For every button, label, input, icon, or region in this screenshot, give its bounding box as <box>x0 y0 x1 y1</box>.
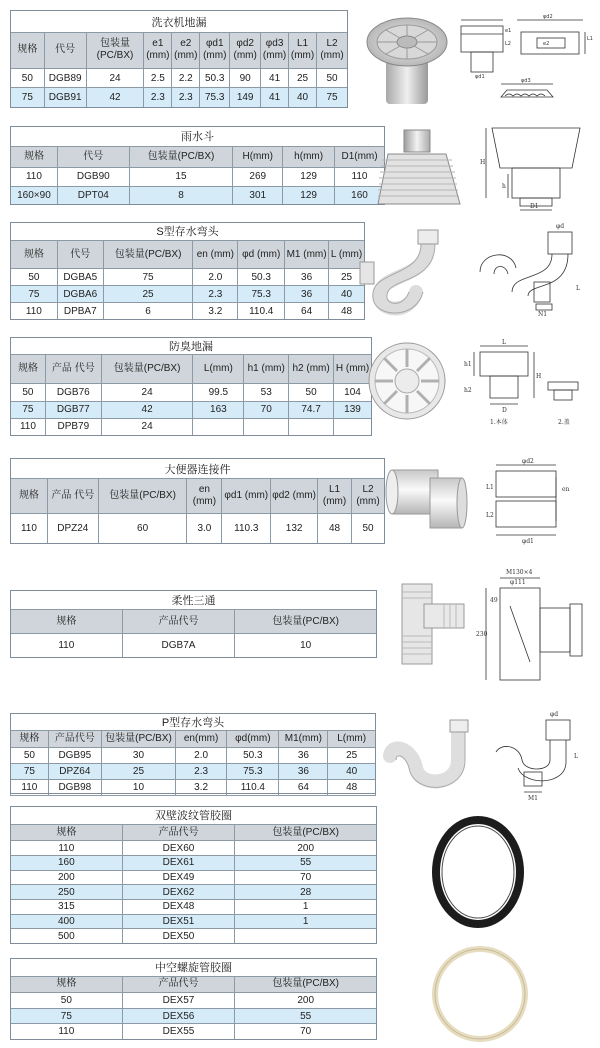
column-header: 包装量(PC/BX) <box>103 240 193 268</box>
table-cell: 110 <box>11 168 58 186</box>
table-cell: DEX49 <box>122 870 235 885</box>
table-cell: 250 <box>11 885 123 900</box>
column-header: M1(mm) <box>279 731 328 748</box>
table-cell: 2.5 <box>144 68 172 88</box>
table-cell: 48 <box>318 514 352 544</box>
table-cell: 25 <box>103 286 193 303</box>
table-cell: 301 <box>233 186 283 204</box>
svg-text:L: L <box>502 339 506 346</box>
column-header: L(mm) <box>193 355 244 384</box>
spec-table-rain-bucket <box>10 126 385 205</box>
column-header: e1 (mm) <box>144 33 172 68</box>
table-cell: 55 <box>235 1008 377 1024</box>
column-header: 包装量(PC/BX) <box>101 355 193 384</box>
table-cell: DEX51 <box>122 914 235 929</box>
table-cell: 50.3 <box>238 269 285 286</box>
table-cell: 129 <box>283 186 335 204</box>
table-cell: 1 <box>235 900 377 915</box>
column-header: H(mm) <box>233 146 283 168</box>
spec-table-flexible-tee <box>10 590 377 658</box>
table-cell: 28 <box>235 885 377 900</box>
spec-table-double-wall-gasket <box>10 806 377 944</box>
table-cell: 75.3 <box>200 88 230 108</box>
column-header: 包装量(PC/BX) <box>129 146 233 168</box>
s-trap-photo <box>356 222 460 318</box>
svg-text:M1: M1 <box>528 795 538 800</box>
column-header: L2 (mm) <box>317 33 348 68</box>
table-cell: 50 <box>352 514 385 544</box>
table-cell: DGB89 <box>44 68 86 88</box>
table-cell: 41 <box>261 68 289 88</box>
table-row <box>11 929 377 944</box>
table-row <box>11 856 377 871</box>
column-header: 规格 <box>11 146 58 168</box>
washer-drain-photo <box>360 12 454 108</box>
spec-table-toilet-connector <box>10 458 385 544</box>
table-cell <box>289 418 334 435</box>
table-cell: 42 <box>86 88 144 108</box>
column-header: H (mm) <box>334 355 372 384</box>
table-cell: 50 <box>11 269 58 286</box>
table-cell: DGB76 <box>45 384 101 401</box>
table-title: 洗衣机地漏 <box>11 11 348 33</box>
column-header: 规格 <box>11 355 46 384</box>
table-cell: 50 <box>317 68 348 88</box>
table-cell: 200 <box>11 870 123 885</box>
column-header: 包装量(PC/BX) <box>98 479 187 514</box>
table-row <box>11 634 377 658</box>
rain-bucket-drawing <box>480 124 586 214</box>
table-cell: DPZ24 <box>47 514 98 544</box>
svg-text:L: L <box>574 753 578 760</box>
table-cell: 75 <box>11 401 46 418</box>
table-cell: 36 <box>285 286 329 303</box>
odor-proof-drain-photo <box>366 338 448 424</box>
column-header: 产品代号 <box>122 610 235 634</box>
table-cell: 149 <box>230 88 261 108</box>
table-row <box>11 764 376 780</box>
table-cell: 24 <box>101 384 193 401</box>
column-header: 代号 <box>44 33 86 68</box>
table-title: 防臭地漏 <box>11 338 372 355</box>
table-cell: 139 <box>334 401 372 418</box>
table-cell: 200 <box>235 841 377 856</box>
table-cell: 99.5 <box>193 384 244 401</box>
svg-text:230: 230 <box>476 631 488 638</box>
flexible-tee-drawing <box>470 566 594 686</box>
column-header: h(mm) <box>283 146 335 168</box>
column-header: 规格 <box>11 240 58 268</box>
table-title: 雨水斗 <box>11 127 385 147</box>
table-cell: 64 <box>285 303 329 320</box>
table-cell: 110 <box>11 514 48 544</box>
table-cell: 110 <box>335 168 385 186</box>
table-cell: 110 <box>11 841 123 856</box>
table-cell: 400 <box>11 914 123 929</box>
table-cell: 2.3 <box>172 88 200 108</box>
table-cell: 75.3 <box>238 286 285 303</box>
table-cell: 2.2 <box>172 68 200 88</box>
table-row <box>11 286 365 303</box>
table-cell: 129 <box>283 168 335 186</box>
table-cell: DPZ64 <box>48 764 101 780</box>
table-cell: 75 <box>11 764 49 780</box>
toilet-connector-photo <box>384 462 468 532</box>
table-row <box>11 269 365 286</box>
svg-text:en: en <box>562 486 570 493</box>
table-cell: 160 <box>11 856 123 871</box>
column-header: L(mm) <box>328 731 376 748</box>
column-header: h2 (mm) <box>289 355 334 384</box>
table-cell: DEX60 <box>122 841 235 856</box>
table-cell: 24 <box>101 418 193 435</box>
table-row <box>11 418 372 435</box>
double-wall-gasket-photo <box>428 808 530 936</box>
table-cell: 50 <box>11 748 49 764</box>
column-header: D1(mm) <box>335 146 385 168</box>
svg-text:e2: e2 <box>543 41 550 47</box>
table-cell: 75 <box>11 1008 123 1024</box>
table-cell: 104 <box>334 384 372 401</box>
table-cell: 3.2 <box>175 780 226 796</box>
table-cell: DGB90 <box>57 168 129 186</box>
svg-text:L1: L1 <box>587 36 593 42</box>
table-row <box>11 1024 377 1040</box>
svg-text:φd: φd <box>550 711 559 718</box>
table-cell: DGBA6 <box>57 286 103 303</box>
table-cell: 110.4 <box>227 780 279 796</box>
table-cell: 25 <box>101 764 175 780</box>
table-cell: 40 <box>328 764 376 780</box>
column-header: en(mm) <box>175 731 226 748</box>
table-cell: 110 <box>11 303 58 320</box>
column-header: e2 (mm) <box>172 33 200 68</box>
table-cell: DEX48 <box>122 900 235 915</box>
table-cell: 48 <box>328 780 376 796</box>
column-header: 包装量(PC/BX) <box>101 731 175 748</box>
column-header: 规格 <box>11 479 48 514</box>
table-cell: DGB7A <box>122 634 235 658</box>
table-cell: 160×90 <box>11 186 58 204</box>
table-row <box>11 993 377 1009</box>
svg-text:L: L <box>576 285 580 292</box>
table-cell: DGBA5 <box>57 269 103 286</box>
table-cell: 269 <box>233 168 283 186</box>
svg-text:H: H <box>536 373 542 380</box>
svg-text:e1: e1 <box>505 28 512 34</box>
table-cell: 160 <box>335 186 385 204</box>
table-title: 双壁波纹管胶圈 <box>11 807 377 825</box>
column-header: 包装量(PC/BX) <box>235 824 377 841</box>
table-row <box>11 841 377 856</box>
column-header: φd(mm) <box>227 731 279 748</box>
svg-text:L2: L2 <box>505 41 511 47</box>
column-header: φd2 (mm) <box>230 33 261 68</box>
column-header: 产品 代号 <box>45 355 101 384</box>
table-cell <box>244 418 289 435</box>
column-header: L (mm) <box>329 240 365 268</box>
column-header: L1 (mm) <box>318 479 352 514</box>
table-row <box>11 514 385 544</box>
table-cell: 132 <box>271 514 318 544</box>
spec-table-p-trap <box>10 713 376 796</box>
table-cell: 50.3 <box>200 68 230 88</box>
table-cell: 50 <box>289 384 334 401</box>
svg-text:49: 49 <box>490 597 498 604</box>
table-cell: DGB95 <box>48 748 101 764</box>
svg-text:M130×4: M130×4 <box>506 569 533 576</box>
table-cell: DEX61 <box>122 856 235 871</box>
table-cell: 70 <box>235 1024 377 1040</box>
table-cell: 24 <box>86 68 144 88</box>
p-trap-drawing <box>484 710 594 800</box>
table-cell: 2.3 <box>175 764 226 780</box>
table-cell: 25 <box>328 748 376 764</box>
column-header: 规格 <box>11 731 49 748</box>
table-cell: DGB98 <box>48 780 101 796</box>
table-title: 柔性三通 <box>11 591 377 610</box>
column-header: L1 (mm) <box>289 33 317 68</box>
column-header: φd1 (mm) <box>200 33 230 68</box>
column-header: φd (mm) <box>238 240 285 268</box>
table-cell: DPBA7 <box>57 303 103 320</box>
table-cell: 74.7 <box>289 401 334 418</box>
svg-text:h: h <box>502 183 506 190</box>
table-cell: 110 <box>11 1024 123 1040</box>
table-title: P型存水弯头 <box>11 714 376 731</box>
table-cell: 200 <box>235 993 377 1009</box>
table-cell: 3.2 <box>193 303 238 320</box>
table-cell: DEX50 <box>122 929 235 944</box>
table-cell: 75 <box>11 286 58 303</box>
table-cell: DPB79 <box>45 418 101 435</box>
table-row <box>11 384 372 401</box>
table-cell: 10 <box>235 634 377 658</box>
table-cell: 50 <box>11 384 46 401</box>
table-cell: 10 <box>101 780 175 796</box>
table-row <box>11 303 365 320</box>
column-header: M1 (mm) <box>285 240 329 268</box>
column-header: 规格 <box>11 824 123 841</box>
svg-text:φd3: φd3 <box>521 78 531 84</box>
table-cell: 75 <box>317 88 348 108</box>
svg-text:φd2: φd2 <box>543 14 553 20</box>
s-trap-drawing <box>472 222 592 318</box>
table-row <box>11 748 376 764</box>
table-cell: DEX55 <box>122 1024 235 1040</box>
column-header: 产品代号 <box>122 824 235 841</box>
spec-table-s-trap <box>10 222 365 320</box>
table-cell: 110 <box>11 418 46 435</box>
table-cell: 2.3 <box>193 286 238 303</box>
svg-text:D1: D1 <box>530 203 539 210</box>
table-cell: 30 <box>101 748 175 764</box>
table-row <box>11 88 348 108</box>
table-cell: 42 <box>101 401 193 418</box>
table-cell: 1 <box>235 914 377 929</box>
p-trap-photo <box>380 716 474 796</box>
table-cell: 25 <box>329 269 365 286</box>
svg-text:h2: h2 <box>464 387 472 394</box>
table-cell: 2.0 <box>193 269 238 286</box>
column-header: en (mm) <box>193 240 238 268</box>
washer-drain-drawing <box>455 12 595 112</box>
table-row <box>11 780 376 796</box>
table-cell: 70 <box>235 870 377 885</box>
table-cell: DEX56 <box>122 1008 235 1024</box>
svg-text:φd1: φd1 <box>475 74 485 80</box>
table-cell: 50.3 <box>227 748 279 764</box>
svg-text:N1: N1 <box>538 311 548 318</box>
column-header: 规格 <box>11 976 123 993</box>
table-row <box>11 68 348 88</box>
table-cell: 70 <box>244 401 289 418</box>
table-cell: 40 <box>329 286 365 303</box>
table-cell: 2.3 <box>144 88 172 108</box>
table-cell: 75 <box>103 269 193 286</box>
table-row <box>11 168 385 186</box>
svg-text:D: D <box>502 407 507 414</box>
table-cell: 315 <box>11 900 123 915</box>
spec-table-hollow-spiral-gasket <box>10 958 377 1040</box>
column-header: 包装量(PC/BX) <box>86 33 144 68</box>
table-cell: 25 <box>289 68 317 88</box>
table-cell: 500 <box>11 929 123 944</box>
table-cell: DGB77 <box>45 401 101 418</box>
svg-text:L2: L2 <box>486 512 494 519</box>
hollow-spiral-gasket-photo <box>428 942 532 1046</box>
table-cell: 110 <box>11 780 49 796</box>
svg-text:H: H <box>480 159 486 166</box>
table-cell: DPT04 <box>57 186 129 204</box>
table-cell: 2.0 <box>175 748 226 764</box>
column-header: φd3 (mm) <box>261 33 289 68</box>
table-cell: DGB91 <box>44 88 86 108</box>
table-cell <box>193 418 244 435</box>
table-cell: 64 <box>279 780 328 796</box>
table-cell: 75.3 <box>227 764 279 780</box>
svg-text:φ111: φ111 <box>510 579 526 586</box>
column-header: 代号 <box>57 146 129 168</box>
column-header: 规格 <box>11 33 45 68</box>
table-cell: 6 <box>103 303 193 320</box>
svg-text:L1: L1 <box>486 484 494 491</box>
column-header: L2 (mm) <box>352 479 385 514</box>
table-cell: DEX62 <box>122 885 235 900</box>
table-row <box>11 914 377 929</box>
svg-text:φd: φd <box>556 223 565 230</box>
toilet-connector-drawing <box>482 455 592 545</box>
table-cell: DEX57 <box>122 993 235 1009</box>
table-title: S型存水弯头 <box>11 223 365 241</box>
table-cell: 163 <box>193 401 244 418</box>
column-header: 包装量(PC/BX) <box>235 976 377 993</box>
table-cell: 50 <box>11 993 123 1009</box>
table-cell: 3.0 <box>187 514 222 544</box>
table-cell: 8 <box>129 186 233 204</box>
flexible-tee-photo <box>384 578 470 668</box>
svg-text:2.盖: 2.盖 <box>558 419 570 426</box>
table-row <box>11 401 372 418</box>
table-row <box>11 870 377 885</box>
column-header: 产品代号 <box>122 976 235 993</box>
spec-table-odor-proof-drain <box>10 337 372 436</box>
svg-text:h1: h1 <box>464 361 472 368</box>
table-cell: 110 <box>11 634 123 658</box>
table-cell <box>235 929 377 944</box>
table-title: 大便器连接件 <box>11 459 385 479</box>
table-cell: 55 <box>235 856 377 871</box>
table-cell: 41 <box>261 88 289 108</box>
table-cell: 36 <box>279 748 328 764</box>
column-header: φd1 (mm) <box>222 479 271 514</box>
svg-text:φd1: φd1 <box>522 538 534 545</box>
column-header: h1 (mm) <box>244 355 289 384</box>
table-cell: 110.4 <box>238 303 285 320</box>
table-row <box>11 900 377 915</box>
spec-table-washer-drain <box>10 10 348 108</box>
table-cell: 36 <box>285 269 329 286</box>
table-title: 中空螺旋管胶圈 <box>11 959 377 977</box>
table-cell: 36 <box>279 764 328 780</box>
table-row <box>11 885 377 900</box>
column-header: 包装量(PC/BX) <box>235 610 377 634</box>
table-cell: 60 <box>98 514 187 544</box>
odor-proof-drain-drawing <box>460 338 594 428</box>
column-header: 产品 代号 <box>47 479 98 514</box>
rain-bucket-photo <box>376 126 464 210</box>
column-header: 规格 <box>11 610 123 634</box>
table-row <box>11 186 385 204</box>
column-header: 代号 <box>57 240 103 268</box>
table-cell: 53 <box>244 384 289 401</box>
column-header: en (mm) <box>187 479 222 514</box>
table-cell: 40 <box>289 88 317 108</box>
table-cell: 110.3 <box>222 514 271 544</box>
table-cell: 48 <box>329 303 365 320</box>
table-cell: 75 <box>11 88 45 108</box>
table-row <box>11 1008 377 1024</box>
svg-text:φd2: φd2 <box>522 458 534 465</box>
column-header: φd2 (mm) <box>271 479 318 514</box>
table-cell: 50 <box>11 68 45 88</box>
column-header: 产品代号 <box>48 731 101 748</box>
svg-text:1.本体: 1.本体 <box>490 419 508 426</box>
table-cell: 15 <box>129 168 233 186</box>
table-cell: 90 <box>230 68 261 88</box>
